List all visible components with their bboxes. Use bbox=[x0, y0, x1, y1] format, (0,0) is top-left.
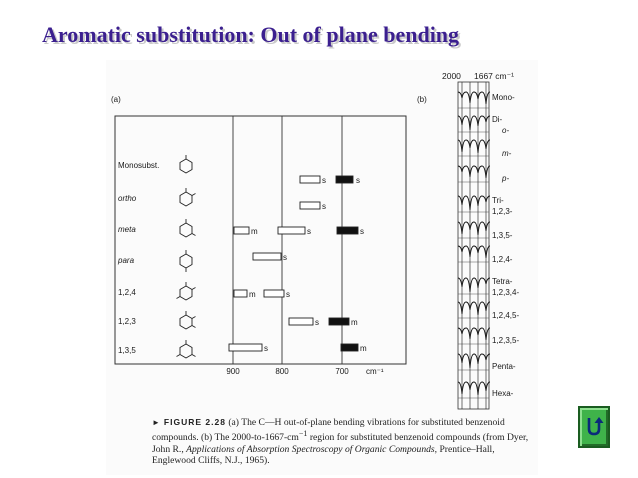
band-label-123-2: m bbox=[351, 318, 358, 327]
pb-label-1245: 1,2,4,5- bbox=[492, 311, 520, 320]
pb-label-m: m- bbox=[502, 149, 512, 158]
band-mono-2 bbox=[336, 176, 353, 183]
benzene-structures bbox=[177, 155, 196, 358]
band-meta-1 bbox=[234, 227, 249, 234]
caption-superscript: −1 bbox=[298, 429, 308, 439]
panel-b-label: (b) bbox=[417, 95, 427, 104]
panel-b-labels bbox=[492, 93, 519, 398]
figure-svg bbox=[106, 60, 538, 475]
panel-a-frame bbox=[115, 116, 406, 364]
pb-label-p: p- bbox=[502, 174, 510, 183]
axis-tick-800: 800 bbox=[275, 367, 289, 376]
band-135-1 bbox=[229, 344, 262, 351]
benzene-135-icon bbox=[177, 340, 196, 358]
pb-label-tri: Tri- bbox=[492, 196, 504, 205]
band-label-meta-2: s bbox=[307, 227, 311, 236]
pb-label-123: 1,2,3- bbox=[492, 207, 513, 216]
slide-title: Aromatic substitution: Out of plane bending bbox=[42, 22, 460, 47]
pb-label-tetra: Tetra- bbox=[492, 277, 513, 286]
band-para-1 bbox=[253, 253, 281, 260]
benzene-mono-icon bbox=[180, 155, 192, 173]
band-mono-1 bbox=[300, 176, 320, 183]
axis-tick-900: 900 bbox=[226, 367, 240, 376]
caption-text-2: region for substituted benzenoid compounds (from Dyer, John R., bbox=[152, 432, 529, 455]
panel-b-axis-right: 1667 cm⁻¹ bbox=[474, 71, 514, 81]
band-label-135-1: s bbox=[264, 344, 268, 353]
return-button[interactable] bbox=[578, 406, 610, 448]
axis-unit: cm⁻¹ bbox=[366, 367, 384, 376]
panel-b-axis-left: 2000 bbox=[442, 71, 461, 81]
row-label-mono: Monosubst. bbox=[118, 161, 160, 170]
figure-caption bbox=[152, 417, 536, 467]
band-label-123-1: s bbox=[315, 318, 319, 327]
band-label-mono-2: s bbox=[356, 176, 360, 185]
panel-a-label: (a) bbox=[111, 95, 121, 104]
pb-label-o: o- bbox=[502, 126, 510, 135]
band-124-1 bbox=[234, 290, 247, 297]
band-135-2 bbox=[341, 344, 358, 351]
axis-tick-700: 700 bbox=[335, 367, 349, 376]
benzene-123-icon bbox=[180, 311, 196, 329]
pb-label-di: Di- bbox=[492, 115, 503, 124]
band-label-meta-1: m bbox=[251, 227, 258, 236]
pb-label-124: 1,2,4- bbox=[492, 255, 513, 264]
pb-label-135: 1,3,5- bbox=[492, 231, 513, 240]
return-arrow-icon bbox=[584, 415, 604, 437]
row-label-135: 1,3,5 bbox=[118, 346, 136, 355]
band-label-124-1: m bbox=[249, 290, 256, 299]
band-label-para-1: s bbox=[283, 253, 287, 262]
overtone-spectra bbox=[458, 82, 490, 409]
pb-label-1235: 1,2,3,5- bbox=[492, 336, 520, 345]
band-label-124-2: s bbox=[286, 290, 290, 299]
band-meta-2 bbox=[278, 227, 305, 234]
benzene-para-icon bbox=[180, 250, 192, 272]
pb-label-1234: 1,2,3,4- bbox=[492, 288, 520, 297]
caption-source-title: Applications of Absorption Spectroscopy of Organic Compounds, bbox=[186, 444, 438, 455]
row-label-para: para bbox=[118, 256, 135, 265]
caption-arrow-icon: ► bbox=[152, 418, 160, 427]
benzene-ortho-icon bbox=[180, 188, 196, 206]
row-label-123: 1,2,3 bbox=[118, 317, 136, 326]
pb-label-mono: Mono- bbox=[492, 93, 515, 102]
spectra-figure bbox=[106, 60, 538, 475]
benzene-124-icon bbox=[177, 282, 196, 300]
row-label-ortho: ortho bbox=[118, 194, 137, 203]
caption-figure-label: FIGURE 2.28 bbox=[163, 417, 226, 427]
pb-label-hexa: Hexa- bbox=[492, 389, 514, 398]
band-123-2 bbox=[329, 318, 349, 325]
benzene-meta-icon bbox=[180, 219, 196, 237]
caption-text-1: (a) The C—H out-of-plane bending vibrations for substituted benzenoid compounds. (b) The 2000-to-1667-cm bbox=[152, 417, 505, 444]
pb-label-penta: Penta- bbox=[492, 362, 516, 371]
band-label-135-2: m bbox=[360, 344, 367, 353]
band-meta-3 bbox=[337, 227, 358, 234]
caption-text-3: Prentice–Hall, Englewood Cliffs, N.J., 1965). bbox=[152, 444, 495, 467]
band-124-2 bbox=[264, 290, 284, 297]
row-label-meta: meta bbox=[118, 225, 136, 234]
band-123-1 bbox=[289, 318, 313, 325]
row-label-124: 1,2,4 bbox=[118, 288, 136, 297]
absorption-bands bbox=[229, 176, 358, 351]
band-label-ortho-1: s bbox=[322, 202, 326, 211]
band-ortho-1 bbox=[300, 202, 320, 209]
band-label-mono-1: s bbox=[322, 176, 326, 185]
band-label-meta-3: s bbox=[360, 227, 364, 236]
